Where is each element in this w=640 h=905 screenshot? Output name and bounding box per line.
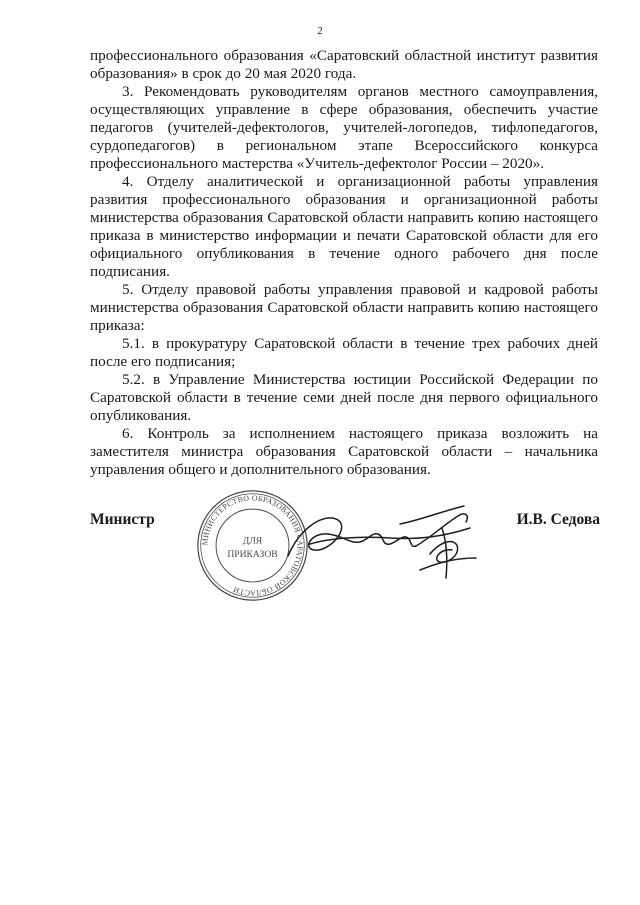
paragraph-item-3: 3. Рекомендовать руководителям органов местного самоуправления, осуществляющих управление в сфере образования, обеспечить участие педагогов (учителей-дефектологов, учителей-логопедов, тифлопедагогов, сурдопедагогов) в региональном этапе Всероссийского конкурса профессионального мастерства «Учитель-дефектолог России – 2020». [90,83,598,172]
signatory-position: Министр [90,511,155,528]
signatory-name: И.В. Седова [516,511,600,528]
stamp-center-line2: ПРИКАЗОВ [227,549,278,560]
stamp-ring-text: МИНИСТЕРСТВО ОБРАЗОВАНИЯ САРАТОВСКОЙ ОБЛАСТИ [200,493,305,598]
document-body [90,47,598,479]
stamp-center-line1: ДЛЯ [242,535,263,547]
paragraph-continuation: профессионального образования «Саратовский областной институт развития образования» в срок до 20 мая 2020 года. [90,47,598,82]
paragraph-item-5-2: 5.2. в Управление Министерства юстиции Российской Федерации по Саратовской области в течение семи дней после дня первого официального опубликования. [90,371,598,424]
paragraph-item-5-1: 5.1. в прокуратуру Саратовской области в течение трех рабочих дней после его подписания; [90,335,598,370]
page-number: 2 [317,25,323,37]
paragraph-item-4: 4. Отделу аналитической и организационной работы управления развития профессионального образования и организационной работы министерства образования Саратовской области направить копию настоящего приказа в министерство информации и печати Саратовской области для его официального опубликования в течение одного рабочего дня после подписания. [90,173,598,280]
handwritten-signature [280,498,485,588]
paragraph-item-5: 5. Отделу правовой работы управления правовой и кадровой работы министерства образования Саратовской области направить копию настоящего приказа: [90,281,598,334]
paragraph-item-6: 6. Контроль за исполнением настоящего приказа возложить на заместителя министра образования Саратовской области – начальника управления общего и дополнительного образования. [90,425,598,478]
